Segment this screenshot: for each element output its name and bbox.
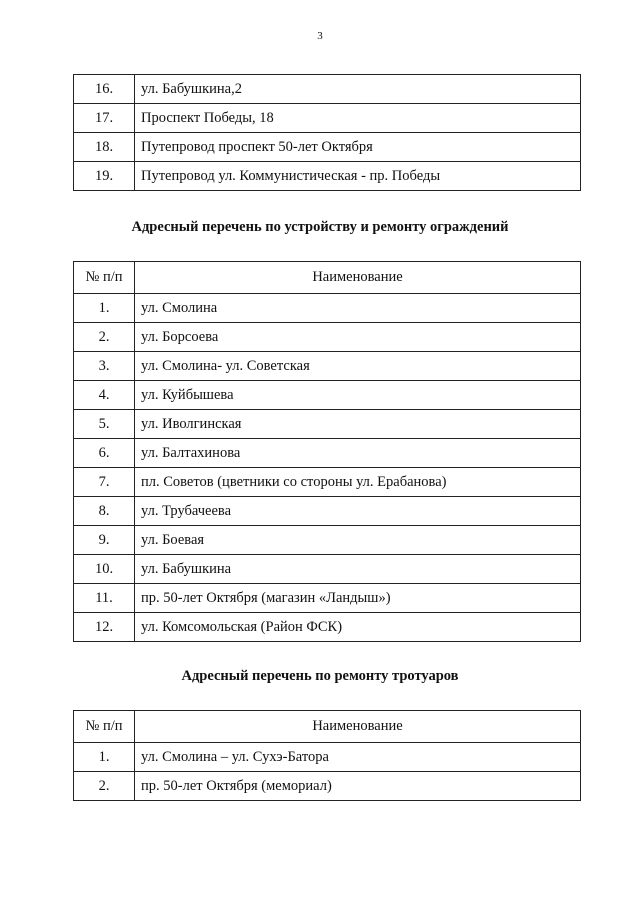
row-address: ул. Бабушкина,2	[135, 75, 581, 104]
table-row	[74, 133, 581, 162]
table-row	[74, 497, 581, 526]
row-address: ул. Бабушкина	[135, 555, 581, 584]
row-address: ул. Комсомольская (Район ФСК)	[135, 613, 581, 642]
row-number: 12.	[74, 613, 135, 642]
row-number: 18.	[74, 133, 135, 162]
column-header-number: № п/п	[74, 262, 135, 294]
table-row	[74, 613, 581, 642]
row-address: ул. Смолина – ул. Сухэ-Батора	[135, 743, 581, 772]
table-row	[74, 584, 581, 613]
table-row	[74, 162, 581, 191]
row-address: Путепровод ул. Коммунистическая - пр. Победы	[135, 162, 581, 191]
table-row	[74, 743, 581, 772]
table-row	[74, 555, 581, 584]
table-row	[74, 104, 581, 133]
row-number: 16.	[74, 75, 135, 104]
row-number: 7.	[74, 468, 135, 497]
continued-table	[73, 74, 581, 191]
table-row	[74, 75, 581, 104]
table-row	[74, 526, 581, 555]
table-header-row	[74, 262, 581, 294]
column-header-name: Наименование	[135, 262, 581, 294]
page-number: 3	[317, 30, 323, 42]
sidewalks-table	[73, 710, 581, 801]
sidewalks-heading: Адресный перечень по ремонту тротуаров	[181, 668, 459, 684]
table-row	[74, 439, 581, 468]
row-number: 1.	[74, 294, 135, 323]
row-address: ул. Куйбышева	[135, 381, 581, 410]
row-number: 5.	[74, 410, 135, 439]
row-address: Путепровод проспект 50-лет Октября	[135, 133, 581, 162]
row-address: ул. Иволгинская	[135, 410, 581, 439]
table-row	[74, 468, 581, 497]
row-address: пл. Советов (цветники со стороны ул. Ерабанова)	[135, 468, 581, 497]
table-row	[74, 772, 581, 801]
row-address: пр. 50-лет Октября (мемориал)	[135, 772, 581, 801]
row-address: пр. 50-лет Октября (магазин «Ландыш»)	[135, 584, 581, 613]
table-row	[74, 410, 581, 439]
row-number: 11.	[74, 584, 135, 613]
row-number: 3.	[74, 352, 135, 381]
row-number: 1.	[74, 743, 135, 772]
row-number: 4.	[74, 381, 135, 410]
row-address: ул. Смолина	[135, 294, 581, 323]
row-address: ул. Смолина- ул. Советская	[135, 352, 581, 381]
table-row	[74, 381, 581, 410]
row-number: 2.	[74, 772, 135, 801]
row-number: 8.	[74, 497, 135, 526]
column-header-name: Наименование	[135, 711, 581, 743]
table-row	[74, 294, 581, 323]
row-number: 9.	[74, 526, 135, 555]
row-number: 10.	[74, 555, 135, 584]
row-address: ул. Боевая	[135, 526, 581, 555]
table-row	[74, 352, 581, 381]
row-address: Проспект Победы, 18	[135, 104, 581, 133]
row-address: ул. Трубачеева	[135, 497, 581, 526]
fences-table	[73, 261, 581, 642]
row-number: 6.	[74, 439, 135, 468]
row-address: ул. Борсоева	[135, 323, 581, 352]
fences-heading: Адресный перечень по устройству и ремонту ограждений	[131, 219, 509, 235]
table-header-row	[74, 711, 581, 743]
row-number: 17.	[74, 104, 135, 133]
table-row	[74, 323, 581, 352]
row-address: ул. Балтахинова	[135, 439, 581, 468]
row-number: 2.	[74, 323, 135, 352]
column-header-number: № п/п	[74, 711, 135, 743]
row-number: 19.	[74, 162, 135, 191]
